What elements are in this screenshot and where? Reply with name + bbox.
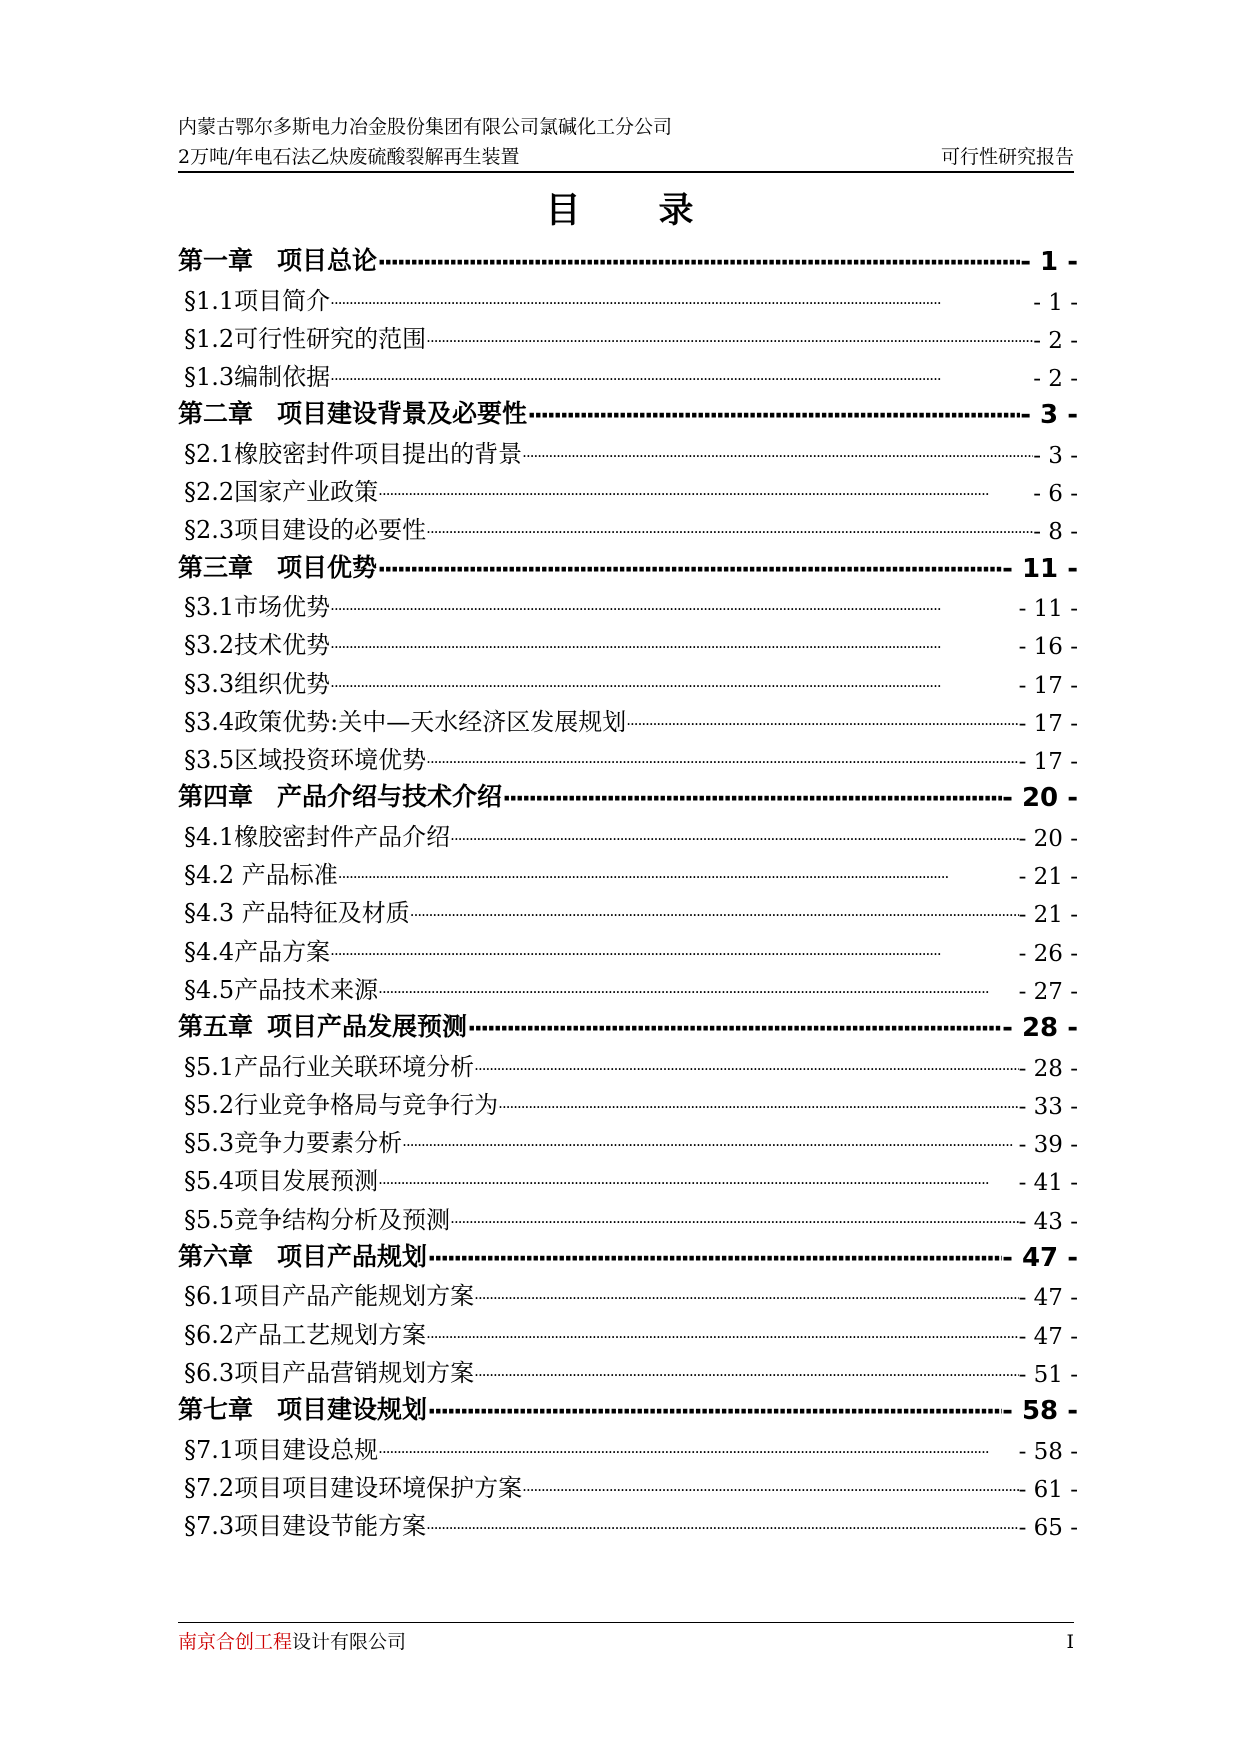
- toc-page-number: - 27 -: [1018, 978, 1078, 1005]
- toc-entry-title: §4.2 产品标准: [184, 861, 338, 890]
- toc-leader-dots: [426, 523, 1033, 545]
- toc-entry-title: §3.4政策优势:关中—天水经济区发展规划: [184, 707, 627, 736]
- toc-leader-dots: [378, 983, 1018, 1005]
- toc-leader-dots: [402, 1136, 1018, 1158]
- header-company: 内蒙古鄂尔多斯电力冶金股份集团有限公司氯碱化工分公司: [178, 116, 673, 138]
- header-row: [178, 142, 1074, 172]
- toc-section-entry[interactable]: [178, 1120, 1078, 1158]
- toc-entry-title: §7.3项目建设节能方案: [184, 1512, 427, 1541]
- toc-section-entry[interactable]: [178, 1196, 1078, 1234]
- toc-entry-label: [184, 1085, 498, 1120]
- toc-entry-title: §6.2产品工艺规划方案: [184, 1320, 427, 1349]
- footer-page-number: I: [1066, 1631, 1074, 1653]
- toc-title: [0, 186, 1241, 236]
- footer-company: [178, 1628, 406, 1656]
- table-of-contents: [178, 239, 1078, 1541]
- toc-leader-dots: [330, 945, 1018, 967]
- toc-leader-dots: [426, 1328, 1018, 1350]
- toc-entry-title: 项目产品规划: [277, 1242, 428, 1272]
- header-project: 2万吨/年电石法乙炔废硫酸裂解再生装置: [178, 146, 520, 168]
- toc-leader-dots: [467, 1014, 1002, 1043]
- toc-chapter-number: 第五章: [178, 1012, 254, 1042]
- toc-leader-dots: [330, 294, 1033, 316]
- toc-page-number: - 41 -: [1018, 1170, 1078, 1197]
- toc-chapter-entry[interactable]: [178, 775, 1078, 813]
- toc-leader-dots: [522, 447, 1033, 469]
- toc-leader-dots: [474, 1366, 1018, 1388]
- toc-page-number: - 58 -: [1002, 1396, 1078, 1427]
- toc-page-number: - 65 -: [1018, 1515, 1078, 1542]
- toc-entry-title: §3.3组织优势: [184, 669, 331, 698]
- toc-page-number: - 26 -: [1018, 940, 1078, 967]
- toc-chapter-entry[interactable]: [178, 239, 1078, 277]
- toc-entry-title: §6.3项目产品营销规划方案: [184, 1358, 475, 1387]
- toc-page-number: - 58 -: [1018, 1438, 1078, 1465]
- toc-page-number: - 47 -: [1002, 1243, 1078, 1274]
- toc-leader-dots: [626, 715, 1018, 737]
- toc-chapter-entry[interactable]: [178, 1388, 1078, 1426]
- toc-section-entry[interactable]: [178, 737, 1078, 775]
- toc-entry-title: 项目建设背景及必要性: [277, 399, 528, 429]
- footer-company-rest: 设计有限公司: [292, 1631, 407, 1653]
- toc-entry-label: [184, 510, 426, 545]
- toc-entry-title: §3.2技术优势: [184, 631, 331, 660]
- toc-page-number: - 6 -: [1033, 481, 1078, 508]
- toc-leader-dots: [427, 1397, 1002, 1426]
- toc-leader-dots: [426, 1519, 1018, 1541]
- toc-chapter-number: 第一章: [178, 246, 254, 276]
- toc-entry-label: [184, 1315, 426, 1350]
- toc-entry-title: §3.1市场优势: [184, 592, 331, 621]
- toc-section-entry[interactable]: [178, 354, 1078, 392]
- toc-section-entry[interactable]: [178, 1426, 1078, 1464]
- toc-leader-dots: [377, 248, 1020, 277]
- toc-page-number: - 51 -: [1018, 1361, 1078, 1388]
- toc-section-entry[interactable]: [178, 584, 1078, 622]
- toc-chapter-number: 第六章: [178, 1242, 254, 1272]
- toc-leader-dots: [378, 485, 1033, 507]
- toc-title-right: 录: [658, 191, 696, 231]
- toc-page-number: - 3 -: [1033, 442, 1078, 469]
- toc-page-number: - 2 -: [1033, 366, 1078, 393]
- toc-page-number: - 20 -: [1002, 783, 1078, 814]
- toc-leader-dots: [410, 906, 1019, 928]
- footer-divider: [178, 1622, 1074, 1623]
- toc-leader-dots: [426, 332, 1033, 354]
- toc-section-entry[interactable]: [178, 1158, 1078, 1196]
- toc-section-entry[interactable]: [178, 1311, 1078, 1349]
- toc-entry-label: [178, 777, 502, 813]
- toc-leader-dots: [330, 677, 1018, 699]
- toc-leader-dots: [450, 1213, 1018, 1235]
- toc-entry-title: 项目优势: [277, 552, 378, 582]
- footer-company-red: 南京合创工程: [178, 1631, 293, 1653]
- toc-entry-title: §2.1橡胶密封件项目提出的背景: [184, 439, 523, 468]
- toc-entry-label: [184, 702, 626, 737]
- toc-chapter-number: 第三章: [178, 552, 254, 582]
- toc-leader-dots: [427, 1244, 1002, 1273]
- toc-entry-title: §4.1橡胶密封件产品介绍: [184, 822, 451, 851]
- toc-entry-label: [184, 932, 330, 967]
- page-footer: [178, 1628, 1074, 1656]
- toc-entry-label: [178, 548, 377, 584]
- toc-entry-title: §5.3竞争力要素分析: [184, 1129, 403, 1158]
- toc-entry-title: §7.1项目建设总规: [184, 1435, 379, 1464]
- toc-section-entry[interactable]: [178, 1043, 1078, 1081]
- toc-section-entry[interactable]: [178, 890, 1078, 928]
- toc-chapter-number: 第二章: [178, 399, 254, 429]
- toc-section-entry[interactable]: [178, 622, 1078, 660]
- toc-entry-title: §1.2可行性研究的范围: [184, 324, 427, 353]
- toc-entry-title: §5.4项目发展预测: [184, 1167, 379, 1196]
- toc-page-number: - 2 -: [1033, 327, 1078, 354]
- toc-section-entry[interactable]: [178, 1082, 1078, 1120]
- toc-section-entry[interactable]: [178, 1465, 1078, 1503]
- toc-entry-label: [184, 434, 522, 469]
- toc-chapter-entry[interactable]: [178, 1235, 1078, 1273]
- toc-leader-dots: [474, 1289, 1018, 1311]
- toc-entry-title: §5.5竞争结构分析及预测: [184, 1205, 451, 1234]
- toc-section-entry[interactable]: [178, 277, 1078, 315]
- toc-entry-label: [178, 1237, 427, 1273]
- toc-leader-dots: [330, 600, 1018, 622]
- toc-page-number: - 21 -: [1018, 902, 1078, 929]
- toc-entry-title: 项目建设规划: [277, 1395, 428, 1425]
- toc-entry-label: [184, 1430, 378, 1465]
- toc-section-entry[interactable]: [178, 1503, 1078, 1541]
- toc-page-number: - 28 -: [1018, 1055, 1078, 1082]
- toc-section-entry[interactable]: [178, 699, 1078, 737]
- toc-entry-label: [184, 1506, 426, 1541]
- toc-page-number: - 3 -: [1020, 400, 1078, 431]
- toc-section-entry[interactable]: [178, 430, 1078, 468]
- toc-page-number: - 8 -: [1033, 519, 1078, 546]
- toc-entry-label: [184, 1161, 378, 1196]
- toc-entry-label: [184, 357, 330, 392]
- toc-page-number: - 16 -: [1018, 634, 1078, 661]
- toc-title-left: 目: [545, 191, 583, 231]
- page-header: [178, 112, 1074, 172]
- toc-leader-dots: [330, 370, 1033, 392]
- toc-entry-label: [178, 394, 527, 430]
- toc-entry-label: [184, 1047, 474, 1082]
- toc-entry-label: [184, 1468, 522, 1503]
- toc-leader-dots: [426, 753, 1018, 775]
- toc-entry-title: §4.5产品技术来源: [184, 975, 379, 1004]
- toc-leader-dots: [522, 1481, 1018, 1503]
- toc-entry-title: §2.2国家产业政策: [184, 478, 379, 507]
- toc-leader-dots: [498, 1098, 1018, 1120]
- toc-page-number: - 21 -: [1018, 864, 1078, 891]
- toc-entry-title: §4.4产品方案: [184, 937, 331, 966]
- toc-section-entry[interactable]: [178, 1273, 1078, 1311]
- toc-leader-dots: [338, 868, 1019, 890]
- toc-entry-title: §1.1项目简介: [184, 286, 331, 315]
- toc-entry-title: §5.2行业竞争格局与竞争行为: [184, 1090, 499, 1119]
- toc-leader-dots: [450, 830, 1018, 852]
- toc-entry-label: [184, 472, 378, 507]
- toc-entry-label: [178, 241, 377, 277]
- toc-entry-title: 产品介绍与技术介绍: [277, 782, 503, 812]
- toc-section-entry[interactable]: [178, 507, 1078, 545]
- toc-page-number: - 17 -: [1018, 749, 1078, 776]
- toc-entry-label: [184, 1353, 474, 1388]
- toc-entry-label: [178, 1007, 467, 1043]
- toc-section-entry[interactable]: [178, 316, 1078, 354]
- toc-entry-title: §6.1项目产品产能规划方案: [184, 1282, 475, 1311]
- header-doc-type: 可行性研究报告: [940, 146, 1074, 168]
- toc-page-number: - 33 -: [1018, 1093, 1078, 1120]
- toc-entry-title: §2.3项目建设的必要性: [184, 516, 427, 545]
- toc-entry-label: [184, 1276, 474, 1311]
- toc-entry-title: §7.2项目项目建设环境保护方案: [184, 1473, 523, 1502]
- toc-page-number: - 61 -: [1018, 1476, 1078, 1503]
- toc-leader-dots: [502, 784, 1002, 813]
- toc-section-entry[interactable]: [178, 469, 1078, 507]
- toc-entry-label: [184, 740, 426, 775]
- toc-leader-dots: [527, 401, 1020, 430]
- toc-page-number: - 1 -: [1033, 289, 1078, 316]
- toc-chapter-entry[interactable]: [178, 545, 1078, 583]
- toc-chapter-number: 第七章: [178, 1395, 254, 1425]
- toc-leader-dots: [330, 638, 1018, 660]
- toc-section-entry[interactable]: [178, 1350, 1078, 1388]
- toc-entry-title: §3.5区域投资环境优势: [184, 746, 427, 775]
- toc-page-number: - 17 -: [1018, 672, 1078, 699]
- toc-entry-title: 项目产品发展预测: [267, 1012, 468, 1042]
- header-divider: [178, 171, 1074, 173]
- toc-entry-label: [184, 893, 410, 928]
- toc-leader-dots: [378, 1174, 1018, 1196]
- toc-page-number: - 20 -: [1018, 825, 1078, 852]
- toc-entry-title: 项目总论: [277, 246, 378, 276]
- toc-page-number: - 43 -: [1018, 1208, 1078, 1235]
- toc-entry-label: [184, 319, 426, 354]
- toc-section-entry[interactable]: [178, 852, 1078, 890]
- toc-entry-label: [184, 1200, 450, 1235]
- toc-entry-title: §4.3 产品特征及材质: [184, 899, 410, 928]
- toc-entry-title: §5.1产品行业关联环境分析: [184, 1052, 475, 1081]
- toc-entry-label: [184, 855, 338, 890]
- toc-entry-label: [184, 281, 330, 316]
- toc-page-number: - 11 -: [1002, 553, 1078, 584]
- toc-section-entry[interactable]: [178, 967, 1078, 1005]
- toc-section-entry[interactable]: [178, 813, 1078, 851]
- toc-entry-label: [184, 587, 330, 622]
- toc-entry-label: [184, 625, 330, 660]
- toc-page-number: - 11 -: [1018, 595, 1078, 622]
- toc-section-entry[interactable]: [178, 660, 1078, 698]
- toc-entry-label: [178, 1390, 427, 1426]
- toc-page-number: - 47 -: [1018, 1285, 1078, 1312]
- toc-chapter-number: 第四章: [178, 782, 254, 812]
- toc-entry-label: [184, 817, 450, 852]
- toc-leader-dots: [377, 555, 1002, 584]
- toc-page-number: - 28 -: [1002, 1013, 1078, 1044]
- toc-page-number: - 17 -: [1018, 710, 1078, 737]
- toc-chapter-entry[interactable]: [178, 392, 1078, 430]
- toc-chapter-entry[interactable]: [178, 1005, 1078, 1043]
- toc-section-entry[interactable]: [178, 928, 1078, 966]
- toc-page-number: - 39 -: [1018, 1132, 1078, 1159]
- toc-entry-title: §1.3编制依据: [184, 363, 331, 392]
- toc-page-number: - 1 -: [1020, 247, 1078, 278]
- toc-entry-label: [184, 1123, 402, 1158]
- toc-leader-dots: [378, 1443, 1018, 1465]
- toc-entry-label: [184, 664, 330, 699]
- toc-entry-label: [184, 970, 378, 1005]
- toc-leader-dots: [474, 1060, 1018, 1082]
- toc-page-number: - 47 -: [1018, 1323, 1078, 1350]
